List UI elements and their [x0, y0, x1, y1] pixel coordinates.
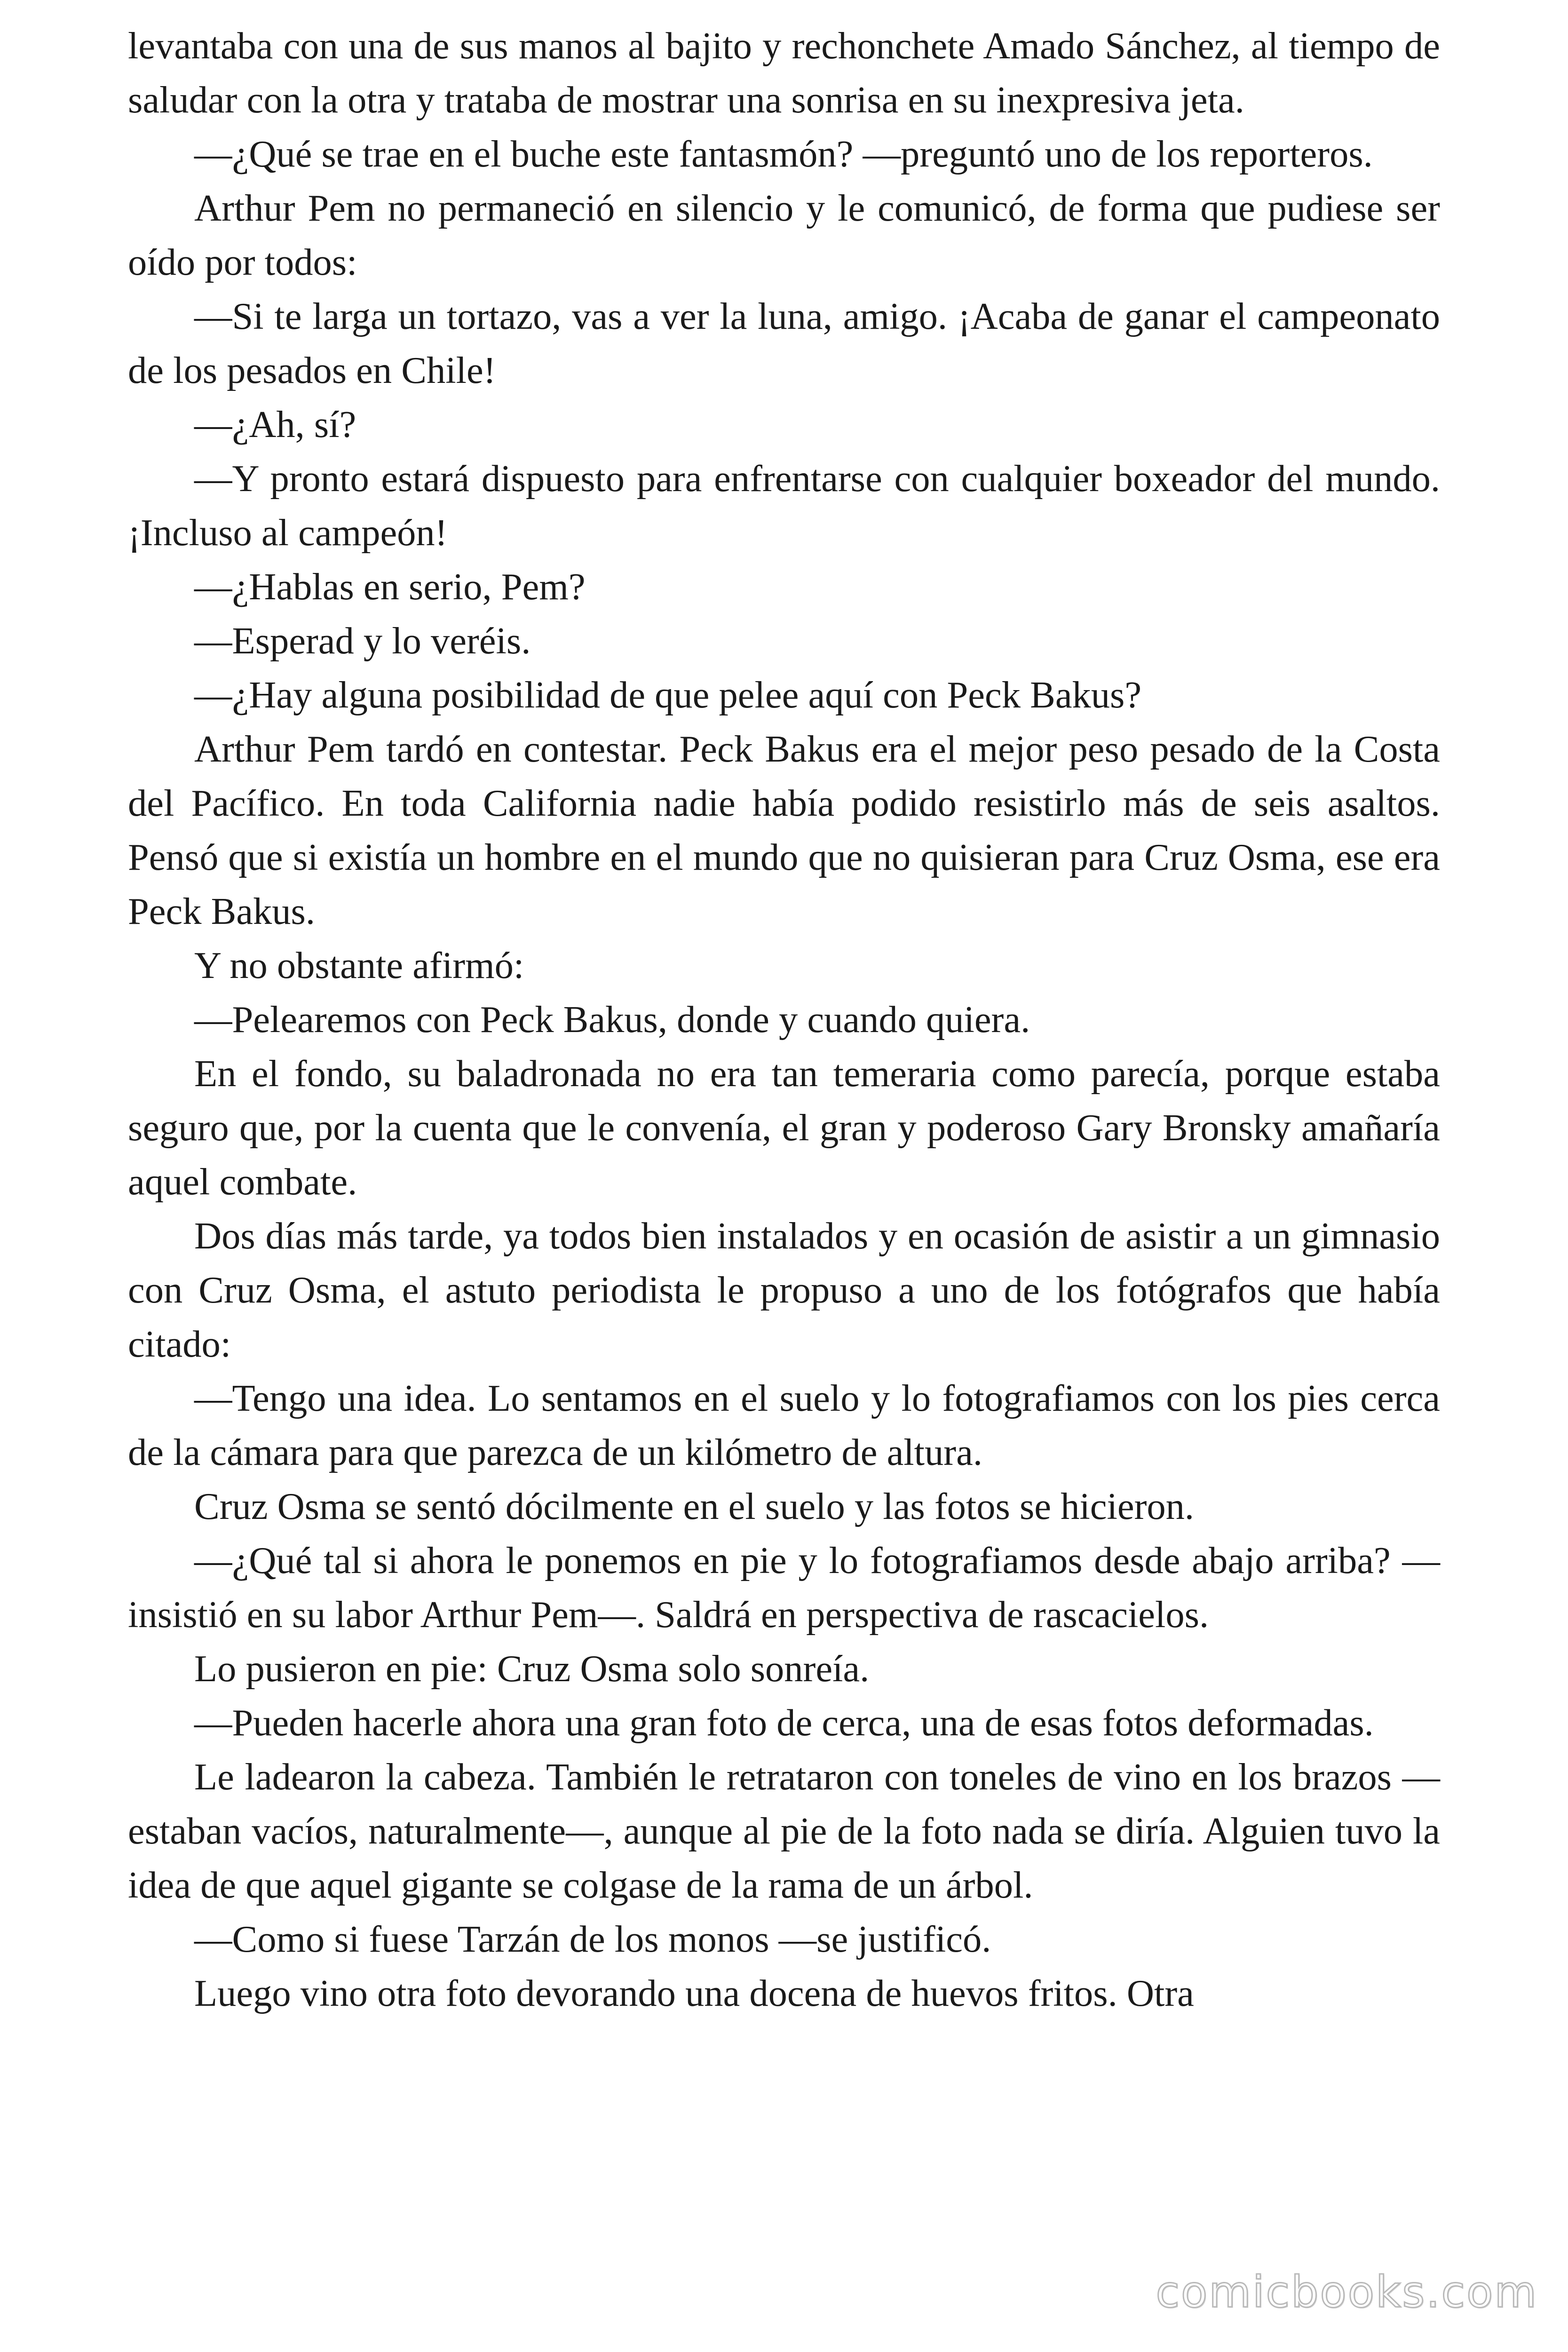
- paragraph: Le ladearon la cabeza. También le retrataron con toneles de vino en los brazos —estaban vacíos, naturalmente—, aunque al pie de la foto nada se diría. Alguien tuvo la idea de que aquel gigante se colgase de la rama de un árbol.: [128, 1756, 1440, 1906]
- paragraph: —Pelearemos con Peck Bakus, donde y cuando quiera.: [194, 999, 1030, 1041]
- paragraph: —Como si fuese Tarzán de los monos —se justificó.: [194, 1918, 991, 1960]
- paragraph: Arthur Pem no permaneció en silencio y le comunicó, de forma que pudiese ser oído por todos:: [128, 187, 1440, 283]
- paragraph: —Pueden hacerle ahora una gran foto de cerca, una de esas fotos deformadas.: [194, 1702, 1374, 1744]
- paragraph: Lo pusieron en pie: Cruz Osma solo sonreía.: [194, 1648, 870, 1690]
- paragraph: Y no obstante afirmó:: [194, 945, 524, 986]
- paragraph: —¿Qué se trae en el buche este fantasmón? —preguntó uno de los reporteros.: [194, 133, 1373, 175]
- paragraph: En el fondo, su baladronada no era tan temeraria como parecía, porque estaba seguro que, por la cuenta que le convenía, el gran y poderoso Gary Bronsky amañaría aquel combate.: [128, 1053, 1440, 1203]
- paragraph: —¿Qué tal si ahora le ponemos en pie y lo fotografiamos desde abajo arriba? —insistió en su labor Arthur Pem—. Saldrá en perspectiva de rascacielos.: [128, 1540, 1440, 1636]
- paragraph: —¿Hay alguna posibilidad de que pelee aquí con Peck Bakus?: [194, 674, 1142, 716]
- book-page-text: [128, 19, 1440, 2020]
- paragraph: —¿Ah, sí?: [194, 404, 356, 445]
- paragraph: —Tengo una idea. Lo sentamos en el suelo y lo fotografiamos con los pies cerca de la cámara para que parezca de un kilómetro de altura.: [128, 1377, 1440, 1473]
- paragraph: Cruz Osma se sentó dócilmente en el suelo y las fotos se hicieron.: [194, 1486, 1195, 1527]
- paragraph: —Y pronto estará dispuesto para enfrentarse con cualquier boxeador del mundo. ¡Incluso al campeón!: [128, 458, 1440, 554]
- paragraph: —¿Hablas en serio, Pem?: [194, 566, 586, 608]
- paragraph: levantaba con una de sus manos al bajito y rechonchete Amado Sánchez, al tiempo de saludar con la otra y trataba de mostrar una sonrisa en su inexpresiva jeta.: [128, 25, 1440, 121]
- paragraph: Luego vino otra foto devorando una docena de huevos fritos. Otra: [194, 1972, 1194, 2014]
- watermark-logo: comicbooks.com: [1156, 2267, 1538, 2317]
- paragraph: —Si te larga un tortazo, vas a ver la luna, amigo. ¡Acaba de ganar el campeonato de los pesados en Chile!: [128, 295, 1440, 391]
- paragraph: —Esperad y lo veréis.: [194, 620, 531, 662]
- paragraph: Arthur Pem tardó en contestar. Peck Bakus era el mejor peso pesado de la Costa del Pacífico. En toda California nadie había podido resistirlo más de seis asaltos. Pensó que si existía un hombre en el mundo que no quisieran para Cruz Osma, ese era Peck Bakus.: [128, 728, 1440, 932]
- paragraph: Dos días más tarde, ya todos bien instalados y en ocasión de asistir a un gimnasio con Cruz Osma, el astuto periodista le propuso a uno de los fotógrafos que había citado:: [128, 1215, 1440, 1365]
